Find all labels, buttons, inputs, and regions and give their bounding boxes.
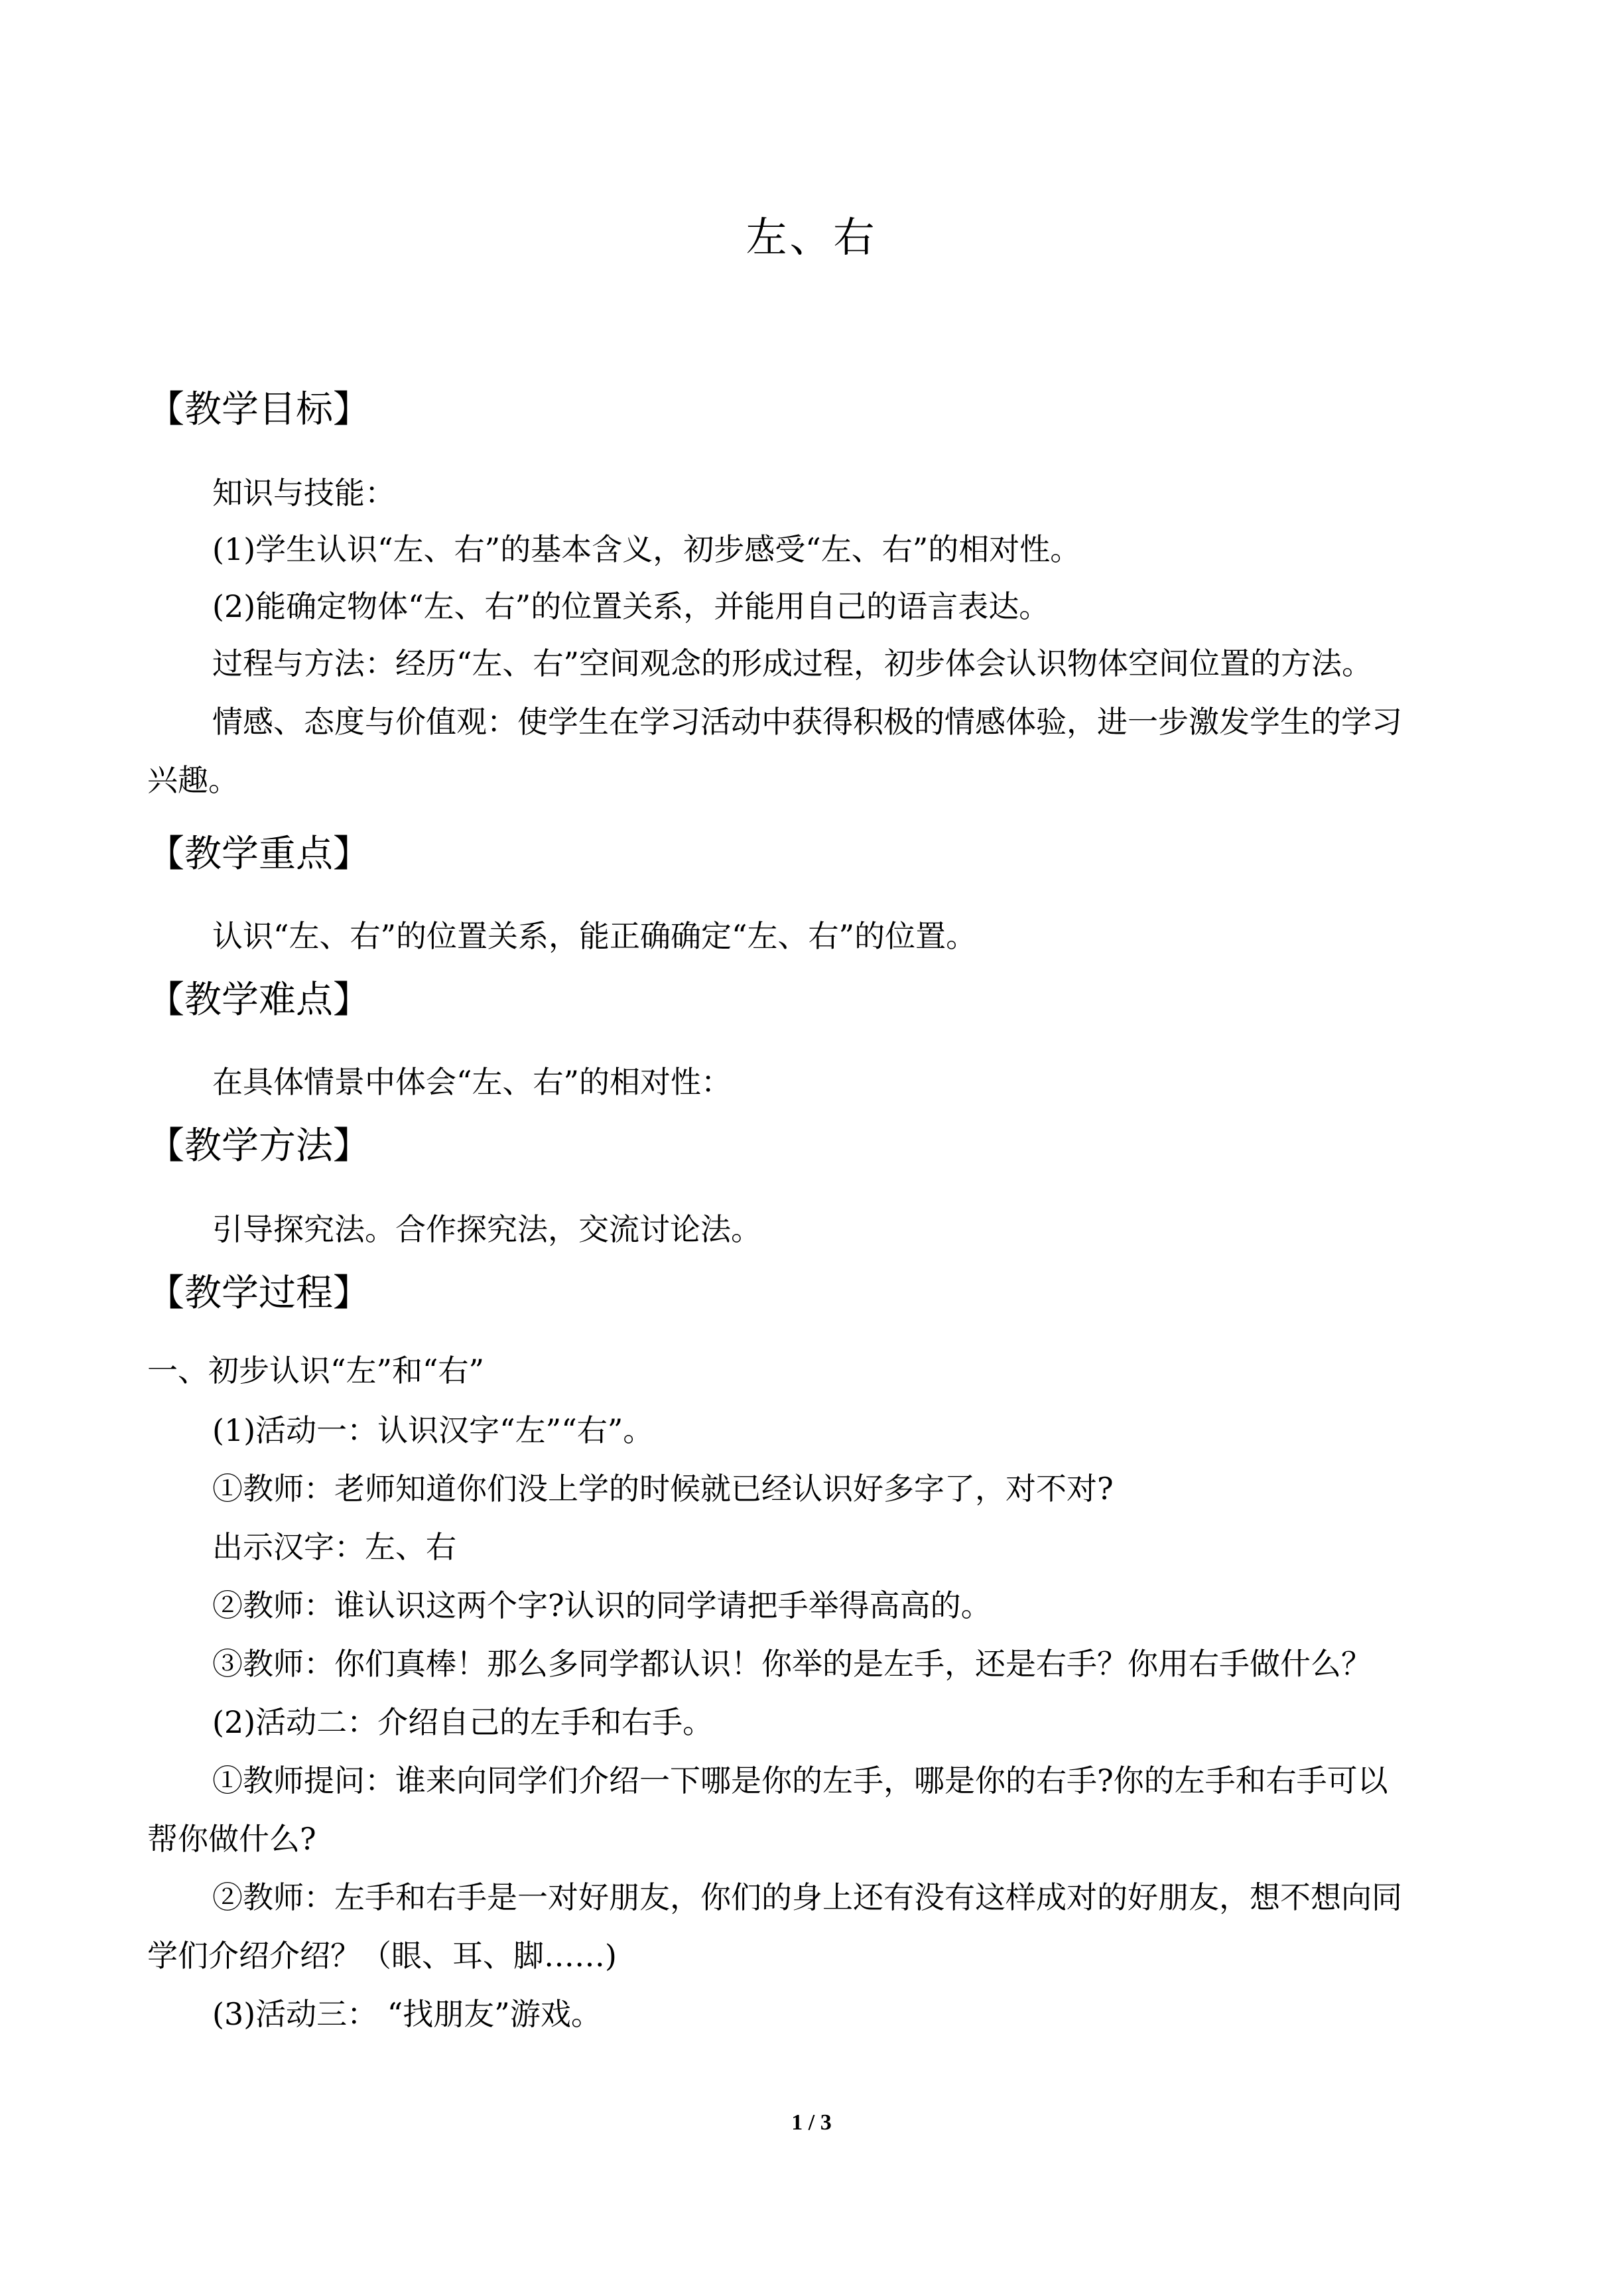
- paragraph-line: ②教师：谁认识这两个字?认识的同学请把手举得高高的。: [212, 1587, 992, 1623]
- paragraph-line: ①教师提问：谁来向同学们介绍一下哪是你的左手，哪是你的右手?你的左手和右手可以: [212, 1763, 1388, 1798]
- paragraph-line: (3)活动三： “找朋友”游戏。: [212, 1996, 602, 2032]
- paragraph-line: 在具体情景中体会“左、右”的相对性：: [212, 1064, 732, 1100]
- page-title: 左、右: [746, 213, 877, 261]
- section-heading-difficulty: 【教学难点】: [147, 979, 370, 1022]
- paragraph-line: 知识与技能：: [212, 475, 395, 511]
- paragraph-line: ①教师：老师知道你们没上学的时候就已经认识好多字了，对不对?: [212, 1471, 1114, 1507]
- paragraph-line: 出示汉字：左、右: [212, 1529, 456, 1565]
- paragraph-line: 一、初步认识“左”和“右”: [147, 1353, 485, 1388]
- page-number: 1 / 3: [791, 2110, 832, 2135]
- section-heading-key: 【教学重点】: [147, 833, 370, 876]
- section-heading-process: 【教学过程】: [147, 1272, 370, 1315]
- paragraph-line: 认识“左、右”的位置关系，能正确确定“左、右”的位置。: [212, 918, 977, 954]
- paragraph-line: 学们介绍介绍？（眼、耳、脚……): [147, 1938, 617, 1974]
- paragraph-line: (1)学生认识“左、右”的基本含义，初步感受“左、右”的相对性。: [212, 531, 1081, 567]
- paragraph-line: (2)活动二：介绍自己的左手和右手。: [212, 1704, 714, 1740]
- section-heading-goals: 【教学目标】: [147, 388, 370, 431]
- paragraph-line: ③教师：你们真棒！那么多同学都认识！你举的是左手，还是右手？你用右手做什么？: [212, 1646, 1372, 1682]
- paragraph-line: 帮你做什么?: [147, 1821, 316, 1857]
- paragraph-line: ②教师：左手和右手是一对好朋友，你们的身上还有没有这样成对的好朋友，想不想向同: [212, 1879, 1402, 1915]
- paragraph-line: (2)能确定物体“左、右”的位置关系，并能用自己的语言表达。: [212, 588, 1050, 624]
- paragraph-line: 过程与方法：经历“左、右”空间观念的形成过程，初步体会认识物体空间位置的方法。: [212, 645, 1373, 681]
- paragraph-line: 引导探究法。合作探究法，交流讨论法。: [212, 1211, 761, 1247]
- section-heading-method: 【教学方法】: [147, 1124, 370, 1168]
- paragraph-line: 情感、态度与价值观：使学生在学习活动中获得积极的情感体验，进一步激发学生的学习: [212, 704, 1402, 740]
- paragraph-line: 兴趣。: [147, 762, 239, 798]
- paragraph-line: (1)活动一：认识汉字“左”“右”。: [212, 1412, 654, 1448]
